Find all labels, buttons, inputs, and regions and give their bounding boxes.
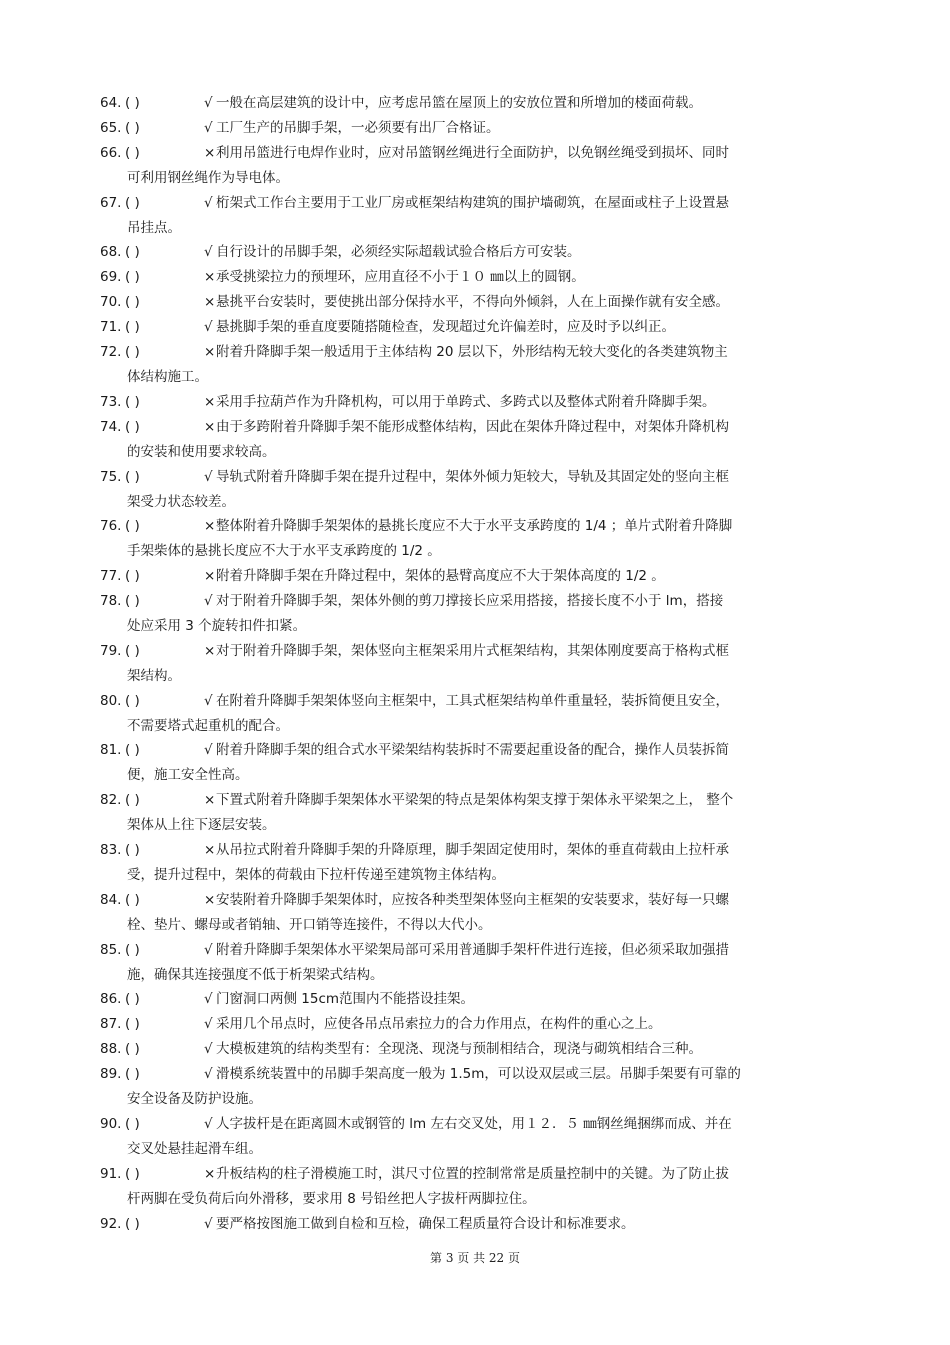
- question-text: 承受挑梁拉力的预埋环，应用直径不小于１０ ㎜以上的圆钢。: [216, 269, 585, 285]
- question-text: 升板结构的柱子滑模施工时，淇尺寸位置的控制常常是质量控制中的关键。为了防止拔: [216, 1166, 729, 1182]
- answer-blank: ( ): [125, 1216, 140, 1232]
- answer-blank: ( ): [125, 469, 140, 485]
- answer-mark: √: [204, 1016, 213, 1032]
- question-text: 人字拔杆是在距离圆木或钢管的 lm 左右交叉处，用１２．５ ㎜钢丝绳捆绑而成、并在: [216, 1116, 732, 1132]
- answer-mark: ×: [204, 518, 216, 534]
- answer-blank: ( ): [125, 593, 140, 609]
- question-text-continued: 杆两脚在受负荷后向外滑移，要求用 8 号铅丝把人字拔杆两脚拉住。: [127, 1191, 536, 1207]
- question-text-continued: 的安装和使用要求较高。: [127, 444, 276, 460]
- answer-mark: ×: [204, 294, 216, 310]
- answer-blank: ( ): [125, 394, 140, 410]
- question-number: 92.: [100, 1216, 122, 1232]
- answer-blank: ( ): [125, 95, 140, 111]
- answer-blank: ( ): [125, 991, 140, 1007]
- answer-mark: √: [204, 244, 213, 260]
- question-number: 91.: [100, 1166, 122, 1182]
- answer-blank: ( ): [125, 120, 140, 136]
- question-text-continued: 施，确保其连接强度不低于析架梁式结构。: [127, 967, 384, 983]
- question-text: 对于附着升降脚手架，架体外侧的剪刀撑接长应采用搭接，搭接长度不小于 lm，搭接: [216, 593, 724, 609]
- answer-blank: ( ): [125, 892, 140, 908]
- question-text: 门窗洞口两侧 15cm范围内不能搭设挂架。: [216, 991, 475, 1007]
- question-text: 导轨式附着升降脚手架在提升过程中，架体外倾力矩较大，导轨及其固定处的竖向主框: [216, 469, 729, 485]
- answer-mark: √: [204, 991, 213, 1007]
- question-text: 在附着升降脚手架架体竖向主框架中，工具式框架结构单件重量轻，装拆简便且安全，: [216, 693, 729, 709]
- answer-mark: ×: [204, 643, 216, 659]
- answer-mark: √: [204, 95, 213, 111]
- answer-mark: √: [204, 1066, 213, 1082]
- answer-blank: ( ): [125, 294, 140, 310]
- question-number: 88.: [100, 1041, 122, 1057]
- question-text: 滑模系统装置中的吊脚手架高度一般为 1.5m，可以设双层或三层。吊脚手架要有可靠的: [216, 1066, 741, 1082]
- answer-mark: √: [204, 693, 213, 709]
- question-number: 81.: [100, 742, 122, 758]
- answer-blank: ( ): [125, 244, 140, 260]
- answer-mark: √: [204, 469, 213, 485]
- question-number: 72.: [100, 344, 122, 360]
- question-number: 77.: [100, 568, 122, 584]
- answer-blank: ( ): [125, 1066, 140, 1082]
- question-text: 悬挑脚手架的垂直度要随搭随检查，发现超过允许偏差时，应及时予以纠正。: [216, 319, 675, 335]
- answer-mark: √: [204, 319, 213, 335]
- answer-mark: ×: [204, 269, 216, 285]
- question-number: 79.: [100, 643, 122, 659]
- answer-blank: ( ): [125, 842, 140, 858]
- question-text: 大模板建筑的结构类型有：全现浇、现浇与预制相结合，现浇与砌筑相结合三种。: [216, 1041, 702, 1057]
- answer-blank: ( ): [125, 942, 140, 958]
- answer-mark: ×: [204, 792, 216, 808]
- answer-mark: ×: [204, 842, 216, 858]
- answer-blank: ( ): [125, 319, 140, 335]
- answer-mark: ×: [204, 419, 216, 435]
- question-text-continued: 架体从上往下逐层安装。: [127, 817, 276, 833]
- answer-mark: ×: [204, 344, 216, 360]
- question-number: 89.: [100, 1066, 122, 1082]
- answer-mark: ×: [204, 1166, 216, 1182]
- answer-blank: ( ): [125, 792, 140, 808]
- question-text-continued: 手架柴体的悬挑长度应不大于水平支承跨度的 1/2 。: [127, 543, 441, 559]
- question-text: 安装附着升降脚手架架体时，应按各种类型架体竖向主框架的安装要求，装好每一只螺: [216, 892, 729, 908]
- answer-blank: ( ): [125, 693, 140, 709]
- answer-mark: ×: [204, 568, 216, 584]
- answer-blank: ( ): [125, 518, 140, 534]
- question-text-continued: 栓、垫片、螺母或者销轴、开口销等连接件，不得以大代小。: [127, 917, 492, 933]
- question-number: 90.: [100, 1116, 122, 1132]
- answer-mark: √: [204, 742, 213, 758]
- answer-mark: √: [204, 1041, 213, 1057]
- question-text-continued: 可利用钢丝绳作为导电体。: [127, 170, 289, 186]
- question-number: 82.: [100, 792, 122, 808]
- question-text: 采用几个吊点时，应使各吊点吊索拉力的合力作用点，在构件的重心之上。: [216, 1016, 662, 1032]
- answer-blank: ( ): [125, 419, 140, 435]
- answer-blank: ( ): [125, 145, 140, 161]
- question-text: 要严格按图施工做到自检和互检，确保工程质量符合设计和标准要求。: [216, 1216, 635, 1232]
- question-text: 附着升降脚手架在升降过程中，架体的悬臂高度应不大于架体高度的 1/2 。: [216, 568, 665, 584]
- question-number: 83.: [100, 842, 122, 858]
- answer-mark: ×: [204, 394, 216, 410]
- question-number: 67.: [100, 195, 122, 211]
- answer-blank: ( ): [125, 1116, 140, 1132]
- question-text: 自行设计的吊脚手架，必须经实际超载试验合格后方可安装。: [216, 244, 581, 260]
- question-number: 69.: [100, 269, 122, 285]
- question-text-continued: 不需要塔式起重机的配合。: [127, 718, 289, 734]
- question-text: 悬挑平台安装时，要使挑出部分保持水平，不得向外倾斜，人在上面操作就有安全感。: [216, 294, 729, 310]
- answer-mark: √: [204, 120, 213, 136]
- question-text-continued: 处应采用 3 个旋转扣件扣紧。: [127, 618, 307, 634]
- question-text-continued: 安全设备及防护设施。: [127, 1091, 262, 1107]
- question-number: 85.: [100, 942, 122, 958]
- answer-blank: ( ): [125, 1016, 140, 1032]
- question-text: 附着升降脚手架架体水平梁架局部可采用普通脚手架杆件进行连接，但必须采取加强措: [216, 942, 729, 958]
- question-text: 整体附着升降脚手架架体的悬挑长度应不大于水平支承跨度的 1/4 ；单片式附着升降脚: [216, 518, 733, 534]
- question-text: 由于多跨附着升降脚手架不能形成整体结构，因此在架体升降过程中，对架体升降机构: [216, 419, 729, 435]
- question-number: 78.: [100, 593, 122, 609]
- question-text: 桁架式工作台主要用于工业厂房或框架结构建筑的围护墙砌筑，在屋面或柱子上设置悬: [216, 195, 729, 211]
- question-text: 利用吊篮进行电焊作业时，应对吊篮钢丝绳进行全面防护，以免钢丝绳受到损坏、同时: [216, 145, 729, 161]
- answer-mark: √: [204, 942, 213, 958]
- question-number: 64.: [100, 95, 122, 111]
- answer-blank: ( ): [125, 269, 140, 285]
- question-text-continued: 交叉处悬挂起滑车组。: [127, 1141, 262, 1157]
- question-text-continued: 体结构施工。: [127, 369, 208, 385]
- question-number: 74.: [100, 419, 122, 435]
- answer-blank: ( ): [125, 195, 140, 211]
- answer-mark: √: [204, 1216, 213, 1232]
- answer-blank: ( ): [125, 643, 140, 659]
- answer-mark: √: [204, 1116, 213, 1132]
- question-text: 对于附着升降脚手架，架体竖向主框架采用片式框架结构，其架体刚度要高于格构式框: [216, 643, 729, 659]
- question-number: 66.: [100, 145, 122, 161]
- question-text-continued: 受，提升过程中，架体的荷载由下拉杆传递至建筑物主体结构。: [127, 867, 505, 883]
- answer-blank: ( ): [125, 1041, 140, 1057]
- answer-mark: ×: [204, 145, 216, 161]
- question-number: 71.: [100, 319, 122, 335]
- question-number: 87.: [100, 1016, 122, 1032]
- answer-blank: ( ): [125, 344, 140, 360]
- question-number: 65.: [100, 120, 122, 136]
- question-text: 工厂生产的吊脚手架，一必须要有出厂合格证。: [216, 120, 500, 136]
- question-text: 下置式附着升降脚手架架体水平梁架的特点是架体构架支撑于架体永平梁架之上， 整个: [216, 792, 734, 808]
- question-text-continued: 架受力状态较差。: [127, 494, 235, 510]
- question-text-continued: 便，施工安全性高。: [127, 767, 249, 783]
- question-text: 一般在高层建筑的设计中，应考虑吊篮在屋顶上的安放位置和所增加的楼面荷载。: [216, 95, 702, 111]
- answer-blank: ( ): [125, 742, 140, 758]
- question-number: 76.: [100, 518, 122, 534]
- page-footer: 第 3 页 共 22 页: [430, 1251, 520, 1265]
- answer-mark: √: [204, 593, 213, 609]
- question-text-continued: 架结构。: [127, 668, 181, 684]
- question-number: 73.: [100, 394, 122, 410]
- question-number: 86.: [100, 991, 122, 1007]
- question-number: 70.: [100, 294, 122, 310]
- question-text: 采用手拉葫芦作为升降机构，可以用于单跨式、多跨式以及整体式附着升降脚手架。: [216, 394, 716, 410]
- answer-mark: ×: [204, 892, 216, 908]
- answer-blank: ( ): [125, 1166, 140, 1182]
- question-number: 68.: [100, 244, 122, 260]
- question-number: 80.: [100, 693, 122, 709]
- question-text: 附着升降脚手架的组合式水平梁架结构装拆时不需要起重设备的配合，操作人员装拆简: [216, 742, 729, 758]
- question-text: 从吊拉式附着升降脚手架的升降原理，脚手架固定使用时，架体的垂直荷载由上拉杆承: [216, 842, 729, 858]
- question-text-continued: 吊挂点。: [127, 220, 181, 236]
- answer-blank: ( ): [125, 568, 140, 584]
- question-number: 84.: [100, 892, 122, 908]
- question-text: 附着升降脚手架一般适用于主体结构 20 层以下，外形结构无较大变化的各类建筑物主: [216, 344, 728, 360]
- question-number: 75.: [100, 469, 122, 485]
- answer-mark: √: [204, 195, 213, 211]
